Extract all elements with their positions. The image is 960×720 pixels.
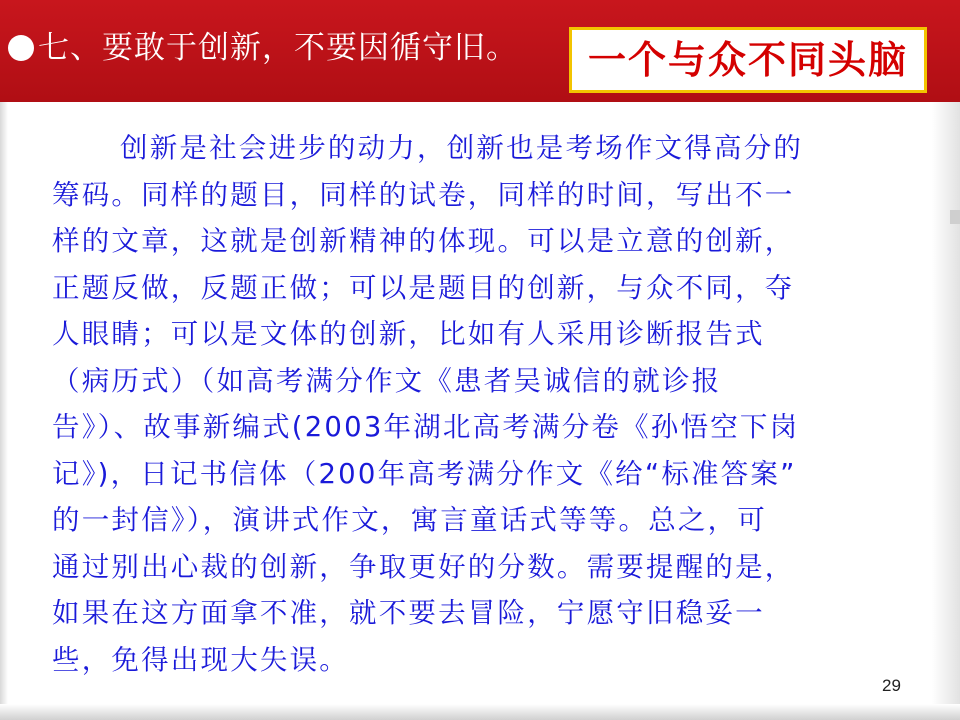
paragraph-line: 正题反做，反题正做；可以是题目的创新，与众不同，夺 (52, 271, 795, 304)
paragraph-line: 创新是社会进步的动力，创新也是考场作文得高分的 (120, 132, 804, 164)
paragraph-line: 些，免得出现大失误。 (52, 643, 349, 676)
bottom-edge-shadow (0, 704, 960, 720)
paragraph-line: 筹码。同样的题目，同样的试卷，同样的时间，写出不一 (52, 178, 795, 211)
edge-mark (950, 210, 960, 224)
page-number: 29 (882, 676, 901, 695)
callout-box: 一个与众不同头脑 (569, 27, 927, 93)
paragraph-line: 的一封信》），演讲式作文，寓言童话式等等。总之，可 (52, 504, 767, 536)
paragraph-line: 通过别出心裁的创新，争取更好的分数。需要提醒的是， (52, 550, 795, 583)
slide-title: 七、要敢于创新，不要因循守旧。 (38, 30, 518, 66)
slide-title-row (8, 28, 518, 68)
paragraph-line: 如果在这方面拿不准，就不要去冒险，宁愿守旧稳妥一 (52, 597, 765, 629)
paragraph-line: （病历式）（如高考满分作文《患者吴诚信的就诊报 (52, 364, 722, 397)
left-edge-shadow (0, 102, 8, 720)
paragraph-line: 告》）、故事新编式(2003年湖北高考满分卷《孙悟空下岗 (52, 411, 800, 443)
paragraph-line: 记》)，日记书信体（200年高考满分作文《给“标准答案” (52, 457, 797, 490)
body-paragraph (52, 125, 892, 683)
paragraph-line: 人眼睛；可以是文体的创新，比如有人采用诊断报告式 (52, 318, 765, 350)
bullet-icon (8, 35, 34, 61)
paragraph-line: 样的文章，这就是创新精神的体现。可以是立意的创新， (52, 225, 795, 257)
right-edge-shadow (932, 102, 960, 720)
